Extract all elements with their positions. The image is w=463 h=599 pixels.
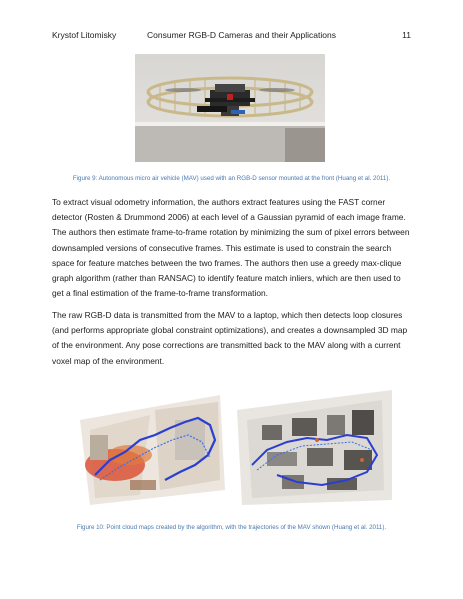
header-author: Krystof Litomisky [52,30,117,40]
figure-10-map-right [232,380,396,510]
figure-10-map-left [70,380,228,510]
page-number: 11 [402,30,411,40]
body-paragraph: To extract visual odometry information, the authors extract features using the FAST corner detector (Rosten & Drummond 2006) at each level of a Gaussian pyramid of each image frame. The authors then estimate frame-to-frame rotation by minimizing the sum of pixel errors between downsampled versions of consecutive frames. This estimate is used to constrain the search space for feature matches between the two frames. The authors then use a greedy max-clique graph algorithm (rather than RANSAC) to identify feature match inliers, which are then used to get a final estimation of the frame-to-frame transformation. [52,197,410,299]
figure-10-caption: Figure 10: Point cloud maps created by the algorithm, with the trajectories of the MAV shown (Huang et al. 2011). [76,524,387,531]
header-title: Consumer RGB-D Cameras and their Applications [147,30,336,40]
figure-9-caption: Figure 9: Autonomous micro air vehicle (MAV) used with an RGB-D sensor mounted at the front (Huang et al. 2011). [72,175,391,182]
page-header [52,30,411,42]
body-paragraph: The raw RGB-D data is transmitted from the MAV to a laptop, which then detects loop closures (and performs appropriate global constraint optimizations), and creates a downsampled 3D map of the environment. Any pose corrections are transmitted back to the MAV along with a current voxel map of the environment. [52,310,408,366]
figure-9-image [135,54,325,162]
